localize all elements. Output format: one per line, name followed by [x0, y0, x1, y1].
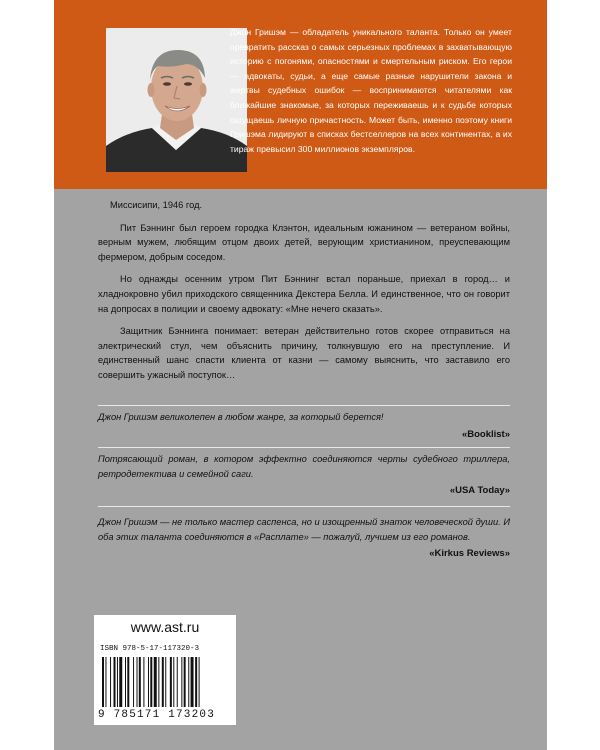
review-quote	[98, 410, 510, 440]
divider	[98, 405, 510, 406]
review-text: Потрясающий роман, в котором эффектно соединяются черты судебного триллера, ретродетектива и семейной саги.	[98, 454, 510, 479]
synopsis	[98, 198, 510, 391]
back-cover	[54, 0, 547, 750]
review-quote	[98, 515, 510, 559]
review-source: «Booklist»	[461, 428, 510, 440]
barcode-digits: 9 785171 173203	[98, 709, 216, 721]
review-source: «USA Today»	[449, 485, 510, 497]
divider	[98, 447, 510, 448]
synopsis-paragraph: Миссисипи, 1946 год.	[110, 200, 203, 210]
divider	[98, 506, 510, 507]
isbn-number: ISBN 978-5-17-117320-3	[100, 645, 200, 653]
author-panel	[54, 0, 547, 189]
author-bio: Джон Гришэм — обладатель уникального таланта. Только он умеет превратить рассказ о самых серьезных проблемах в захватывающую историю с погонями, опасностями и смертельным риском. Его герои — адвокаты, судьи, а еще самые разные нарушители закона и жертвы судебных ошибок — воспринимаются читателями как ближайшие знакомые, за которых переживаешь и к судьбе которых ощущаешь личную причастность. Может быть, именно поэтому книги Гришэма лидируют в списках бестселлеров на всех континентах, а их тираж превысил 300 миллионов экземпляров.	[230, 27, 512, 154]
review-text: Джон Гришэм великолепен в любом жанре, за который берется!	[98, 412, 384, 422]
review-source: «Kirkus Reviews»	[429, 548, 510, 560]
review-text: Джон Гришэм — не только мастер саспенса, но и изощренный знаток человеческой души. И оба этих таланта соединяются в «Расплате» — пожалуй, лучшем из его романов.	[98, 517, 510, 542]
barcode-label	[94, 615, 236, 725]
review-quote	[98, 452, 510, 496]
author-portrait	[106, 28, 247, 172]
publisher-website: www.ast.ru	[130, 619, 200, 635]
barcode-icon	[100, 657, 230, 709]
synopsis-paragraph: Защитник Бэннинга понимает: ветеран действительно готов скорее отправиться на электрический стул, чем объяснить причину, толкнувшую его на преступление. И единственный шанс спасти клиента от казни — самому выяснить, что заставило его совершить ужасный поступок…	[98, 326, 510, 380]
synopsis-paragraph: Но однажды осенним утром Пит Бэннинг встал пораньше, приехал в город… и хладнокровно убил приходского священника Декстера Белла. И единственное, что он говорит на допросах в полиции и своему адвокату: «Мне нечего сказать».	[98, 274, 510, 314]
author-photo	[106, 28, 247, 172]
synopsis-paragraph: Пит Бэннинг был героем городка Клэнтон, идеальным южанином — ветераном войны, верным мужем, любящим отцом двоих детей, верующим христианином, преуспевающим фермером, добрым соседом.	[98, 222, 510, 262]
